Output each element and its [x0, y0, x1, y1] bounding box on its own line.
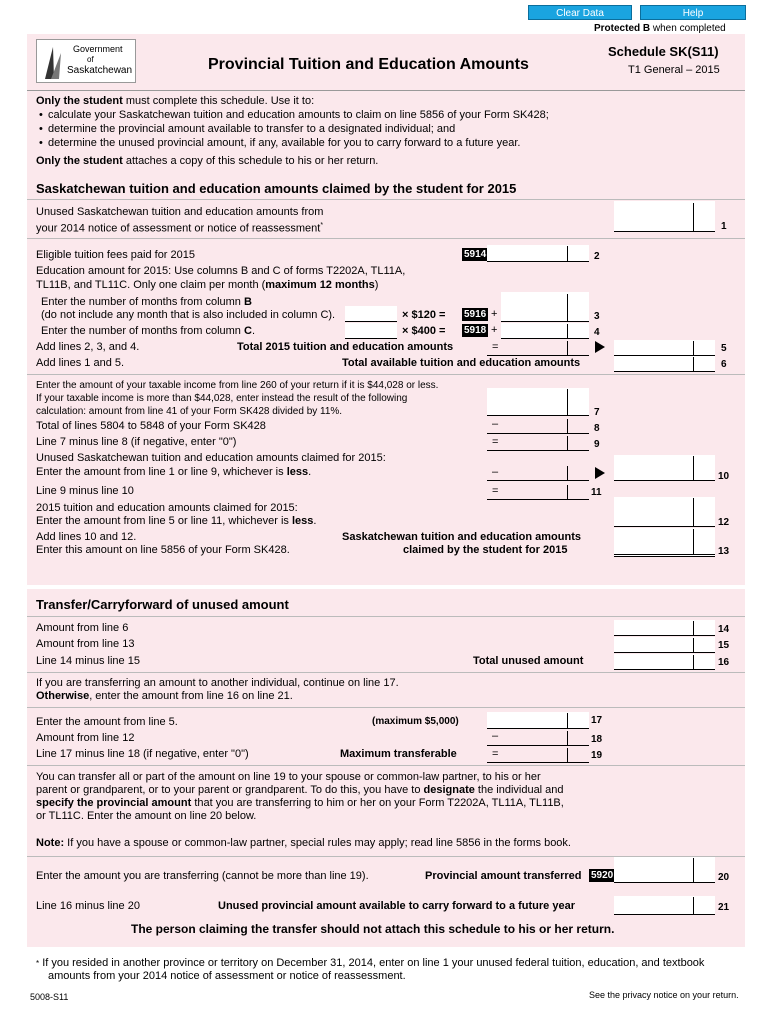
cents-separator [567, 341, 568, 356]
line-number: 2 [594, 251, 600, 262]
line-4-input[interactable] [501, 323, 589, 339]
cents-separator [693, 897, 694, 915]
cents-separator [567, 713, 568, 729]
line-20-input[interactable] [614, 857, 715, 883]
line-5-input[interactable] [487, 340, 589, 356]
line-8-label: Total of lines 5804 to 5848 of your Form SK428 [36, 420, 266, 432]
line-6-label: Add lines 1 and 5. [36, 357, 125, 369]
section-2-heading: Transfer/Carryforward of unused amount [36, 597, 289, 612]
line-10-label-2: Enter the amount from line 1 or line 9, whichever is less. [36, 466, 312, 478]
form-number: 5008-S11 [30, 992, 69, 1002]
line-7-label: Enter the amount of your taxable income from line 260 of your return if it is $44,028 or less. [36, 380, 439, 391]
line-16-total-label: Total unused amount [473, 655, 584, 667]
cents-separator [567, 485, 568, 500]
line-14-label: Amount from line 6 [36, 622, 129, 634]
minus-sign: – [492, 466, 499, 478]
cents-separator [693, 638, 694, 653]
line-7-label-3: calculation: amount from line 41 of your Form SK428 divided by 11%. [36, 406, 343, 417]
intro-line: Only the student must complete this schedule. Use it to: [36, 95, 315, 107]
line-2-label: Eligible tuition fees paid for 2015 [36, 249, 195, 261]
transfer-instruction: If you are transferring an amount to another individual, continue on line 17. [36, 677, 399, 689]
cents-separator [693, 621, 694, 636]
line-number: 17 [591, 715, 603, 726]
line-10-total-input[interactable] [614, 455, 715, 481]
cents-separator [567, 466, 568, 481]
cents-separator [567, 294, 568, 322]
closing-note: The person claiming the transfer should not attach this schedule to his or her return. [131, 922, 615, 936]
note-text: Note: If you have a spouse or common-law partner, special rules may apply; read line 5856 in the forms book. [36, 837, 571, 849]
cents-separator [693, 341, 694, 356]
line-16-label: Line 14 minus line 15 [36, 655, 140, 667]
line-number: 15 [718, 640, 730, 651]
line-5-total-label: Total 2015 tuition and education amounts [237, 341, 454, 353]
line-7-input[interactable] [487, 388, 589, 416]
divider [27, 707, 745, 708]
line-3-multiplier: × $120 = [402, 309, 446, 321]
cents-separator [693, 529, 694, 555]
schedule-label: Schedule SK(S11) [608, 44, 719, 59]
footnote: * If you resided in another province or territory on December 31, 2014, enter on line 1 your unused federal tuition, education, and textbook [36, 957, 705, 969]
privacy-notice: See the privacy notice on your return. [589, 990, 739, 1000]
education-label: Education amount for 2015: Use columns B and C of forms T2202A, TL11A, [36, 265, 406, 277]
line-number: 14 [718, 624, 730, 635]
divider [27, 238, 745, 239]
line-3-months-input[interactable] [345, 306, 397, 322]
cents-separator [693, 456, 694, 481]
line-13-total-label-2: claimed by the student for 2015 [403, 544, 568, 556]
equals-sign: = [492, 436, 499, 448]
clear-data-button[interactable]: Clear Data [528, 5, 632, 20]
transfer-instruction-2: Otherwise, enter the amount from line 16 on line 21. [36, 690, 293, 702]
line-13-label-2: Enter this amount on line 5856 of your Form SK428. [36, 544, 290, 556]
line-5-total-input[interactable] [614, 340, 715, 356]
line-number: 3 [594, 311, 600, 322]
code-5918: 5918 [464, 325, 487, 336]
cents-separator [693, 655, 694, 670]
equals-sign: = [492, 485, 499, 497]
equals-sign: = [492, 341, 499, 353]
line-10-label: Unused Saskatchewan tuition and education amounts claimed for 2015: [36, 452, 386, 464]
transfer-paragraph-3: specify the provincial amount that you are transferring to him or her on your Form T2202A, TL11A, TL11B, [36, 797, 564, 809]
line-3-label-2: (do not include any month that is also included in column C). [41, 309, 336, 321]
plus-sign: + [491, 308, 498, 320]
intro-attach: Only the student attaches a copy of this schedule to his or her return. [36, 155, 379, 167]
equals-sign: = [492, 748, 499, 760]
line-21-total-label: Unused provincial amount available to carry forward to a future year [218, 900, 575, 912]
line-4-months-input[interactable] [345, 323, 397, 339]
help-button[interactable]: Help [640, 5, 746, 20]
code-5916: 5916 [464, 309, 487, 320]
line-4-multiplier: × $400 = [402, 325, 446, 337]
line-17-label: Enter the amount from line 5. [36, 716, 178, 728]
line-12-input[interactable] [614, 497, 715, 527]
minus-sign: – [492, 418, 499, 430]
plus-sign: + [491, 324, 498, 336]
line-20-label: Enter the amount you are transferring (cannot be more than line 19). [36, 870, 369, 882]
line-1-input[interactable] [614, 201, 715, 232]
government-logo [36, 39, 136, 83]
footnote-2: amounts from your 2014 notice of assessment or notice of reassessment. [48, 970, 406, 982]
logo-text-2: of [87, 55, 94, 64]
line-12-label-2: Enter the amount from line 5 or line 11, whichever is less. [36, 515, 317, 527]
divider [27, 374, 745, 375]
intro-bullet-2: • determine the provincial amount available to transfer to a designated individual; and [48, 123, 455, 136]
line-11-input[interactable] [487, 484, 589, 500]
line-13-total-label: Saskatchewan tuition and education amounts [342, 531, 581, 543]
line-16-input[interactable] [614, 654, 715, 670]
cents-separator [567, 419, 568, 434]
arrow-right-icon [595, 467, 605, 479]
transfer-paragraph: You can transfer all or part of the amount on line 19 to your spouse or common-law partner, to his or her [36, 771, 541, 783]
line-number: 11 [591, 487, 602, 498]
arrow-right-icon [595, 341, 605, 353]
intro-bullet-1: • calculate your Saskatchewan tuition and education amounts to claim on line 5856 of your Form SK428; [48, 109, 549, 122]
logo-text-1: Government [73, 44, 123, 54]
code-5914: 5914 [464, 249, 487, 260]
line-5-label: Add lines 2, 3, and 4. [36, 341, 140, 353]
line-17-input[interactable] [487, 712, 589, 729]
line-9-input[interactable] [487, 435, 589, 451]
section-gap [27, 585, 745, 589]
line-number: 1 [721, 221, 727, 232]
line-19-input[interactable] [487, 747, 589, 763]
divider [27, 765, 745, 766]
line-11-label: Line 9 minus line 10 [36, 485, 134, 497]
line-17-max-label: (maximum $5,000) [372, 716, 459, 727]
line-18-label: Amount from line 12 [36, 732, 135, 744]
divider [27, 616, 745, 617]
line-8-input[interactable] [487, 418, 589, 434]
line-number: 8 [594, 423, 600, 434]
cents-separator [693, 203, 694, 232]
line-13-label: Add lines 10 and 12. [36, 531, 137, 543]
cents-separator [567, 748, 568, 763]
cents-separator [567, 436, 568, 451]
line-number: 5 [721, 343, 727, 354]
cents-separator [693, 498, 694, 527]
transfer-paragraph-2: parent or grandparent, or to your parent or grandparent. To do this, you have to designate the individual and [36, 784, 564, 796]
line-6-total-label: Total available tuition and education amounts [342, 357, 581, 369]
line-19-total-label: Maximum transferable [340, 748, 457, 760]
cents-separator [567, 731, 568, 746]
line-7-label-2: If your taxable income is more than $44,028, enter instead the result of the following [36, 393, 408, 404]
line-number: 13 [718, 546, 730, 557]
line-20-total-label: Provincial amount transferred [425, 870, 582, 882]
line-15-input[interactable] [614, 637, 715, 653]
form-subtitle: T1 General – 2015 [628, 64, 720, 76]
line-1-label-2: your 2014 notice of assessment or notice of reassessment* [36, 222, 324, 235]
line-21-label: Line 16 minus line 20 [36, 900, 140, 912]
education-label-2: TL11B, and TL11C. Only one claim per month (maximum 12 months) [36, 279, 379, 291]
line-18-input[interactable] [487, 730, 589, 746]
divider [27, 199, 745, 200]
line-number: 7 [594, 407, 600, 418]
section-1-heading: Saskatchewan tuition and education amounts claimed by the student for 2015 [36, 181, 517, 196]
form-title: Provincial Tuition and Education Amounts [208, 56, 529, 73]
line-number: 20 [718, 872, 730, 883]
line-3-label: Enter the number of months from column B [41, 296, 252, 308]
cents-separator [567, 246, 568, 262]
divider [27, 90, 745, 91]
line-number: 4 [594, 327, 600, 338]
line-number: 6 [721, 359, 727, 370]
line-number: 18 [591, 734, 603, 745]
line-19-label: Line 17 minus line 18 (if negative, enter "0") [36, 748, 249, 760]
line-number: 9 [594, 439, 600, 450]
saskatchewan-logo-icon [41, 43, 65, 81]
minus-sign: – [492, 730, 499, 742]
line-3-input[interactable] [501, 292, 589, 322]
line-9-label: Line 7 minus line 8 (if negative, enter "0") [36, 436, 237, 448]
cents-separator [567, 324, 568, 339]
logo-text-3: Saskatchewan [67, 65, 133, 76]
cents-separator [567, 389, 568, 416]
protected-label: Protected B when completed [594, 23, 726, 34]
line-1-label: Unused Saskatchewan tuition and education amounts from [36, 206, 324, 218]
cents-separator [693, 357, 694, 372]
line-2-input[interactable] [487, 245, 589, 262]
line-number: 19 [591, 750, 603, 761]
code-5920: 5920 [591, 870, 614, 881]
intro-bullet-3: • determine the unused provincial amount, if any, available for you to carry forward to a future year. [48, 137, 520, 150]
line-number: 21 [718, 902, 730, 913]
line-number: 16 [718, 657, 730, 668]
line-number: 10 [718, 471, 730, 482]
line-number: 12 [718, 517, 730, 528]
line-21-input[interactable] [614, 896, 715, 915]
line-14-input[interactable] [614, 620, 715, 636]
line-6-input[interactable] [614, 356, 715, 372]
divider [27, 672, 745, 673]
line-4-label: Enter the number of months from column C. [41, 325, 255, 337]
line-12-label: 2015 tuition and education amounts claimed for 2015: [36, 502, 298, 514]
line-13-input[interactable] [614, 528, 715, 557]
cents-separator [693, 858, 694, 883]
line-10-input[interactable] [487, 465, 589, 481]
transfer-paragraph-4: or TL11C. Enter the amount on line 20 below. [36, 810, 257, 822]
line-15-label: Amount from line 13 [36, 638, 135, 650]
